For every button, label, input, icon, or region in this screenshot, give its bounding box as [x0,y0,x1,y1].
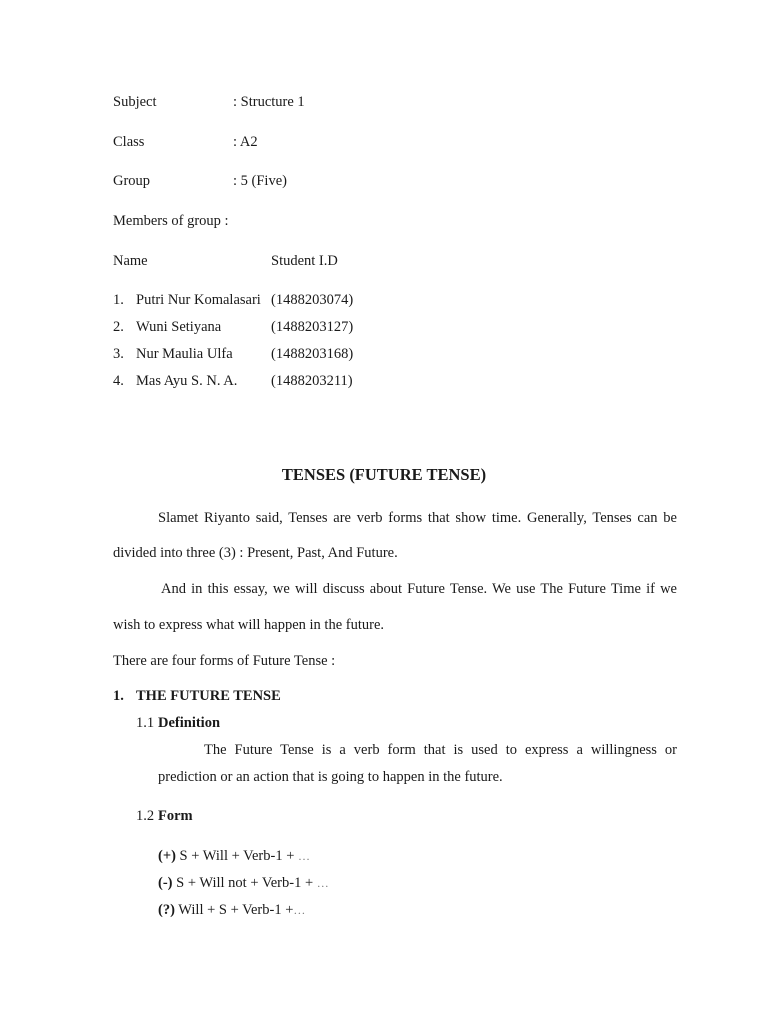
form-sign-positive: (+) [158,848,176,864]
form-ellipsis: … [293,903,307,917]
member-name: Putri Nur Komalasari [136,292,261,308]
member-name: Mas Ayu S. N. A. [136,373,238,389]
form-label: Form [158,808,193,824]
form-ellipsis: … [316,876,330,890]
subject-value: : Structure 1 [233,94,305,110]
intro-paragraph-2-line-1: And in this essay, we will discuss about Future Tense. We use The Future Time if we [161,581,677,597]
member-id: (1488203074) [271,292,354,308]
member-id: (1488203127) [271,319,354,335]
class-value: : A2 [233,134,258,150]
intro-paragraph-2-line-2: wish to express what will happen in the future. [113,617,385,633]
list-item [158,903,306,918]
group-label: Group [113,173,151,189]
member-name: Nur Maulia Ulfa [136,346,233,362]
form-sign-negative: (-) [158,875,173,891]
name-column-header: Name [113,253,148,269]
class-label: Class [113,134,145,150]
form-formula: Will + S + Verb-1 + [174,902,294,918]
form-formula: S + Will + Verb-1 + [175,848,299,864]
intro-paragraph-1-line-2: divided into three (3) : Present, Past, And Future. [113,545,398,561]
member-number: 4. [113,373,124,389]
definition-line-1: The Future Tense is a verb form that is used to express a willingness or [204,742,677,758]
form-number: 1.2 [136,808,155,824]
member-number: 1. [113,292,124,308]
list-item [158,849,311,864]
list-item [158,876,330,891]
definition-line-2: prediction or an action that is going to happen in the future. [158,769,503,785]
member-number: 2. [113,319,124,335]
section-1-heading: THE FUTURE TENSE [136,688,281,704]
form-sign-question: (?) [158,902,175,918]
member-name: Wuni Setiyana [136,319,222,335]
subject-label: Subject [113,94,157,110]
section-1-number: 1. [113,688,124,704]
definition-label: Definition [158,715,221,731]
form-ellipsis: … [298,849,312,863]
member-number: 3. [113,346,124,362]
group-value: : 5 (Five) [233,173,287,189]
id-column-header: Student I.D [271,253,338,269]
intro-paragraph-3: There are four forms of Future Tense : [113,653,336,669]
member-id: (1488203211) [271,373,353,389]
form-formula: S + Will not + Verb-1 + [172,875,317,891]
members-label: Members of group : [113,213,229,229]
intro-paragraph-1-line-1: Slamet Riyanto said, Tenses are verb forms that show time. Generally, Tenses can be [158,510,677,526]
document-title: TENSES (FUTURE TENSE) [281,465,487,484]
definition-number: 1.1 [136,715,155,731]
member-id: (1488203168) [271,346,354,362]
